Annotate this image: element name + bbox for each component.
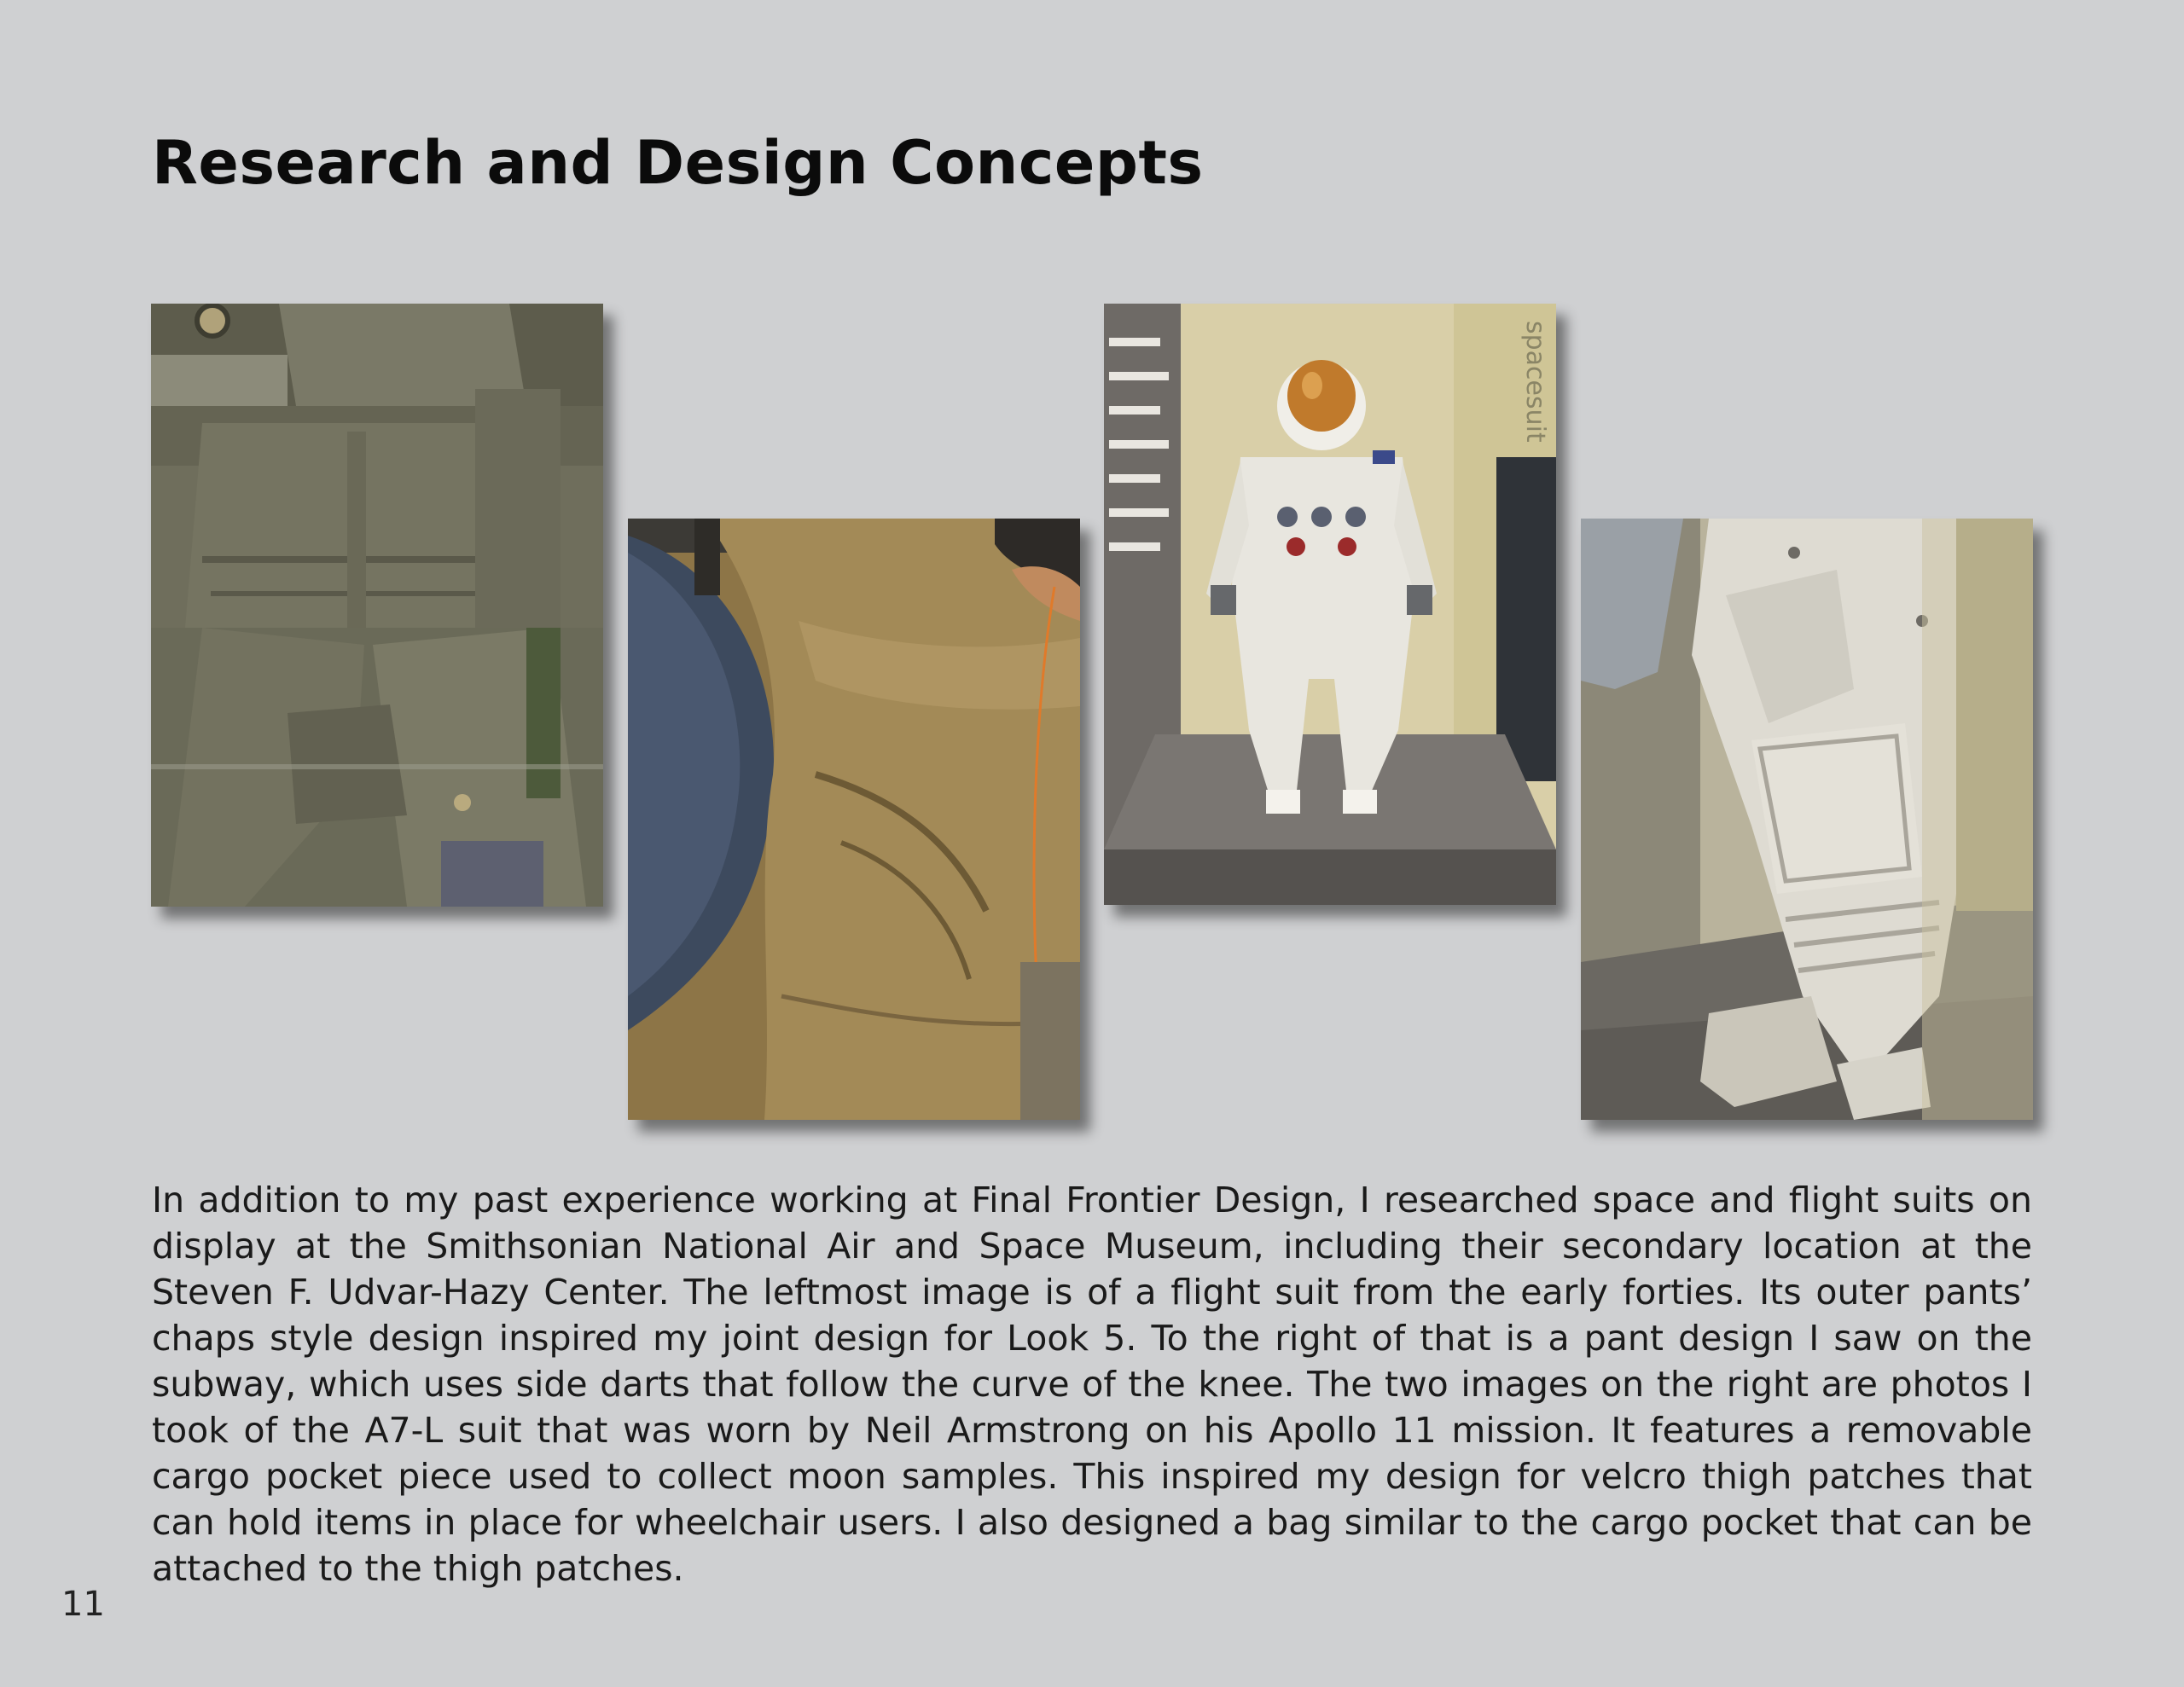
flight-suit-photo <box>151 304 603 907</box>
body-paragraph: In addition to my past experience working at Final Frontier Design, I researched space and flight suits on display at the Smithsonian National Air and Space Museum, including their secondary location at the Steven F. Udvar-Hazy Center. The leftmost image is of a flight suit from the early forties. Its outer pants’ chaps style design inspired my joint design for Look 5. To the right of that is a pant design I saw on the subway, which uses side darts that follow the curve of the knee. The two images on the right are photos I took of the A7-L suit that was worn by Neil Armstrong on his Apollo 11 mission. It features a removable cargo pocket piece used to collect moon samples. This inspired my design for velcro thigh patches that can hold items in place for wheelchair users. I also designed a bag similar to the cargo pocket that can be attached to the thigh patches. <box>152 1180 2032 1589</box>
armstrong-pocket-photo <box>1581 519 2033 1120</box>
spacesuit-sign-text: spacesuit <box>1520 321 1550 443</box>
armstrong-pocket-illustration <box>1581 519 2033 1120</box>
subway-pants-photo <box>628 519 1080 1120</box>
page-number: 11 <box>61 1585 105 1624</box>
subway-pants-illustration <box>628 519 1080 1120</box>
armstrong-suit-photo <box>1104 304 1556 905</box>
flight-suit-illustration <box>151 304 603 907</box>
armstrong-suit-illustration <box>1104 304 1556 905</box>
page-title: Research and Design Concepts <box>152 128 1204 198</box>
